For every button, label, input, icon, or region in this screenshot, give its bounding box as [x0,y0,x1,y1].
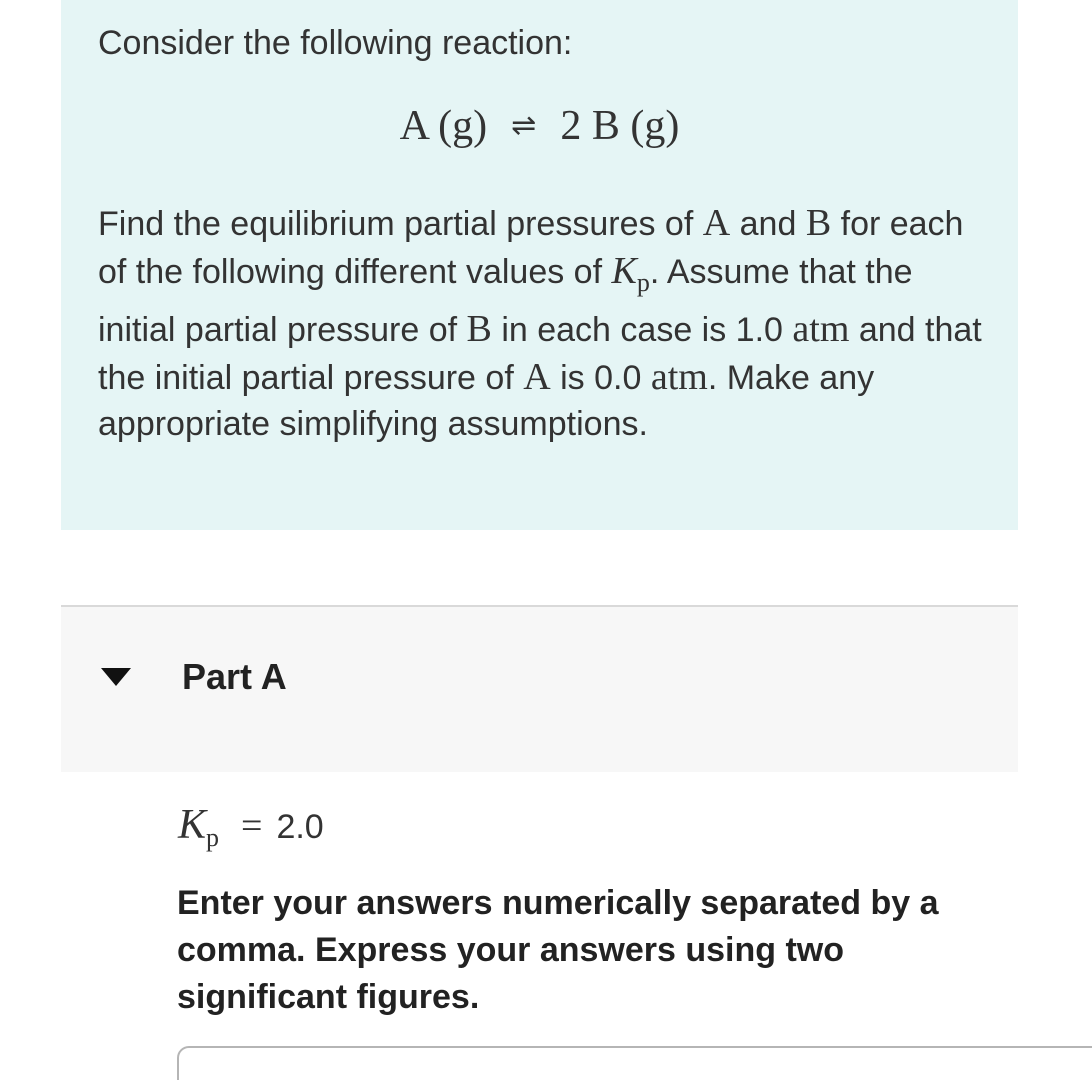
unit-atm: atm [650,355,708,398]
caret-down-icon[interactable] [101,668,131,686]
equilibrium-arrow-icon: ⇌ [511,109,537,142]
intro-lead: Consider the following reaction: [98,24,573,62]
kp-symbol: K [611,249,637,292]
equals-sign: = [241,805,263,847]
species-b: B [466,308,492,350]
unit-atm: atm [792,308,850,350]
reaction-equation [61,98,1018,154]
text-segment: Find the equilibrium partial pressures of [98,205,703,243]
text-segment: for each of the following different values of [98,205,964,291]
species-a: A [523,355,551,398]
kp-value: 2.0 [276,808,324,846]
kp-symbol: K [178,802,207,848]
text-segment: . Assume that the initial partial pressure of [98,252,913,349]
text-segment: and [730,205,806,243]
reactant: A (g) [399,103,488,149]
species-b: B [805,202,832,244]
answer-instructions: Enter your answers numerically separated by a comma. Express your answers using two significant figures. [177,884,939,1016]
kp-subscript: p [636,267,650,297]
text-segment: is 0.0 [550,358,651,397]
problem-statement [98,200,988,448]
problem-intro [61,0,1018,530]
product: 2 B (g) [560,103,680,149]
text-segment: . Make any appropriate simplifying assumptions. [98,358,875,443]
part-title: Part A [182,656,287,697]
answer-input[interactable] [177,1046,1092,1080]
part-a-header[interactable] [61,605,1018,772]
text-segment: in each case is 1.0 [491,311,793,349]
kp-subscript: p [206,823,220,852]
text-segment: and that the initial partial pressure of [98,311,982,397]
species-a: A [702,202,731,244]
kp-value-line [178,797,324,866]
